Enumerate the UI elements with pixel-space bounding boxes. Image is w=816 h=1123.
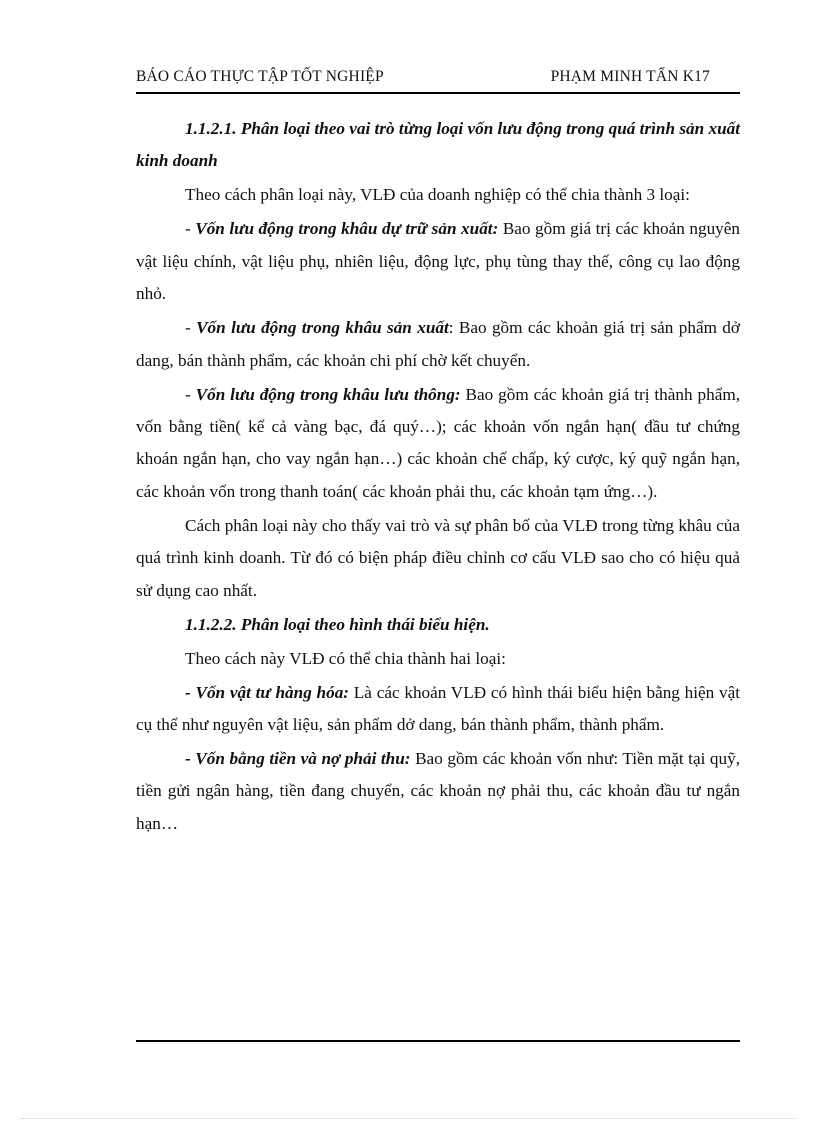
- desc-goods-capital: Là các khoản VLĐ có hình thái biểu hiện bằng hiện vật cụ thể như nguyên vật liệu, sản phẩm dở dang, bán thành phẩm, thành phẩm.: [136, 682, 741, 735]
- desc-reserve-capital: Bao gồm giá trị các khoản nguyên vật liệu chính, vật liệu phụ, nhiên liệu, động lực, phụ tùng thay thế, công cụ lao động nhỏ.: [136, 219, 740, 304]
- list-item-dash: -: [185, 219, 196, 239]
- paragraph-intro-2: Theo cách này VLĐ có thể chia thành hai loại:: [185, 648, 506, 668]
- list-item-reserve-capital: [136, 213, 740, 310]
- list-item-goods-capital: [136, 677, 740, 742]
- term-cash-receivables: - Vốn bằng tiền và nợ phải thu:: [185, 749, 411, 769]
- section-heading-1-1-2-2: 1.1.2.2. Phân loại theo hình thái biểu hiện.: [185, 614, 490, 634]
- list-item-circulation-capital: [136, 379, 740, 509]
- term-circulation-capital: Vốn lưu động trong khâu lưu thông:: [195, 384, 461, 404]
- paragraph-intro: Theo cách phân loại này, VLĐ của doanh nghiệp có thể chia thành 3 loại:: [185, 185, 690, 205]
- term-goods-capital: - Vốn vật tư hàng hóa:: [185, 682, 350, 702]
- document-body: [136, 113, 740, 842]
- term-reserve-capital: Vốn lưu động trong khâu dự trữ sản xuất:: [195, 219, 499, 239]
- desc-cash-receivables: Bao gồm các khoản vốn như: Tiền mặt tại quỹ, tiền gửi ngân hàng, tiền đang chuyển, các khoản nợ phải thu, các khoản đầu tư ngắn hạn…: [136, 749, 740, 833]
- paragraph-summary: Cách phân loại này cho thấy vai trò và sự phân bố của VLĐ trong từng khâu của quá trình kinh doanh. Từ đó có biện pháp điều chỉnh cơ cấu VLĐ sao cho có hiệu quả sử dụng cao nhất.: [136, 515, 740, 600]
- list-item-dash: -: [185, 318, 197, 338]
- header-author: PHẠM MINH TẤN K17: [550, 68, 710, 85]
- page-edge-divider: [20, 1118, 796, 1119]
- desc-production-capital: : Bao gồm các khoản giá trị sản phẩm dở dang, bán thành phẩm, các khoản chi phí chờ kết chuyển.: [136, 318, 740, 370]
- desc-circulation-capital: Bao gồm các khoản giá trị thành phẩm, vốn bằng tiền( kể cả vàng bạc, đá quý…); các khoản vốn ngắn hạn( đầu tư chứng khoán ngắn hạn, cho vay ngắn hạn…) các khoản chế chấp, ký cược, ký quỹ ngắn hạn, các khoản vốn trong thanh toán( các khoản phải thu, các khoản tạm ứng…).: [136, 384, 740, 501]
- list-item-dash: -: [185, 384, 196, 404]
- section-heading-1-1-2-1: 1.1.2.1. Phân loại theo vai trò từng loại vốn lưu động trong quá trình sản xuất kinh doanh: [136, 119, 740, 171]
- list-item-cash-receivables: [136, 743, 740, 840]
- footer-divider: [136, 1040, 740, 1042]
- header-report-title: BÁO CÁO THỰC TẬP TỐT NGHIỆP: [136, 68, 384, 85]
- page-header: [136, 66, 740, 94]
- list-item-production-capital: [136, 312, 740, 377]
- term-production-capital: Vốn lưu động trong khâu sản xuất: [196, 318, 449, 338]
